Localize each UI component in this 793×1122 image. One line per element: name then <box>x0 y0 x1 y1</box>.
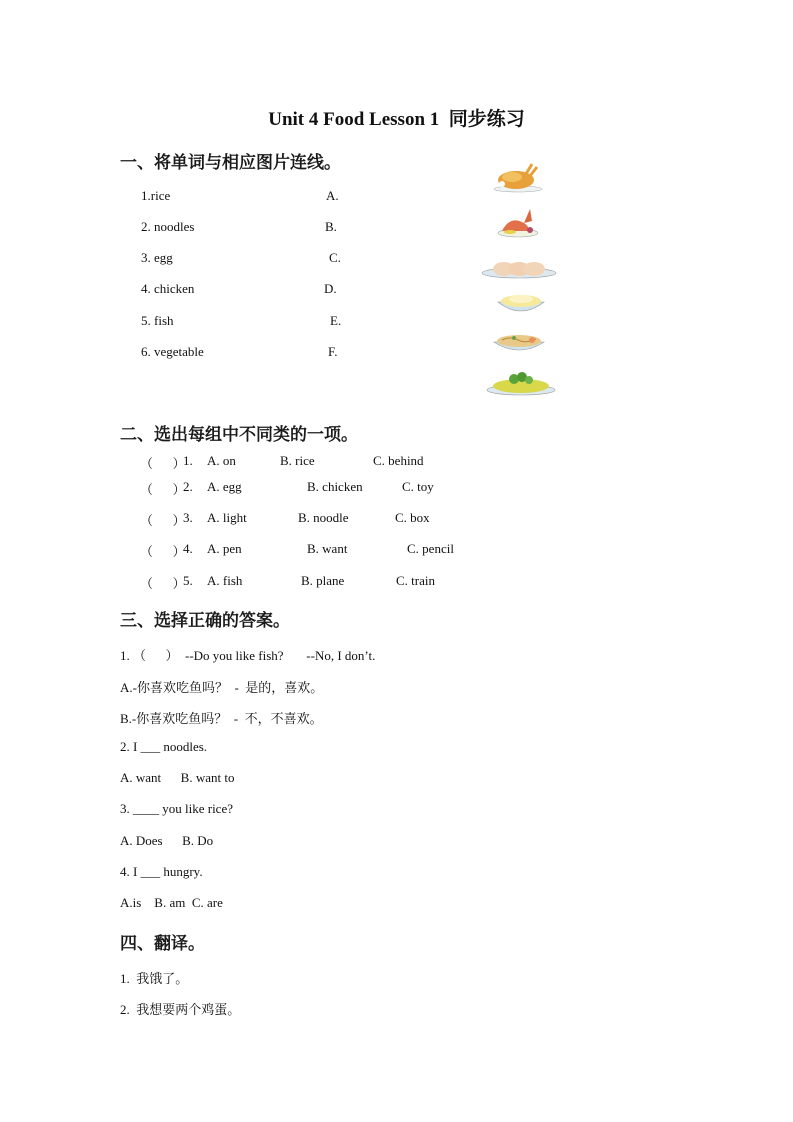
section1-heading: 一、将单词与相应图片连线。 <box>120 153 341 173</box>
question-line: 3. ____ you like rice? <box>120 801 233 816</box>
page-title: Unit 4 Food Lesson 1 同步练习 <box>268 109 525 130</box>
translation-item: 1. 我饿了。 <box>120 971 189 986</box>
section4-heading: 四、翻译。 <box>120 934 205 954</box>
match-word: 2. noodles <box>141 219 195 234</box>
answer-blank: （ ） <box>140 482 186 497</box>
eggs-plate-image <box>480 258 558 280</box>
option-a: A. on <box>207 453 236 468</box>
question-line: 2. I ___ noodles. <box>120 739 208 754</box>
option-a: A. pen <box>207 541 242 556</box>
question-number: 5. <box>183 573 193 588</box>
rice-bowl-image <box>494 290 548 316</box>
answer-option: B.-你喜欢吃鱼吗？ - 不，不喜欢。 <box>120 711 323 726</box>
question-line: 1. （ ） --Do you like fish? --No, I don’t. <box>120 648 376 663</box>
option-b: B. plane <box>301 573 345 588</box>
match-letter: B. <box>325 219 337 234</box>
match-word: 6. vegetable <box>141 344 204 359</box>
answer-blank: （ ） <box>140 456 186 471</box>
answer-blank: （ ） <box>140 544 186 559</box>
question-number: 3. <box>183 510 193 525</box>
answer-blank: （ ） <box>140 576 186 591</box>
option-a: A. egg <box>207 479 242 494</box>
option-c: C. box <box>395 510 430 525</box>
match-word: 4. chicken <box>141 281 195 296</box>
noodles-bowl-image <box>490 328 548 354</box>
match-word: 1.rice <box>141 188 171 203</box>
option-b: B. rice <box>280 453 315 468</box>
option-c: C. pencil <box>407 541 454 556</box>
option-b: B. noodle <box>298 510 349 525</box>
answer-blank: （ ） <box>140 513 186 528</box>
translation-item: 2. 我想要两个鸡蛋。 <box>120 1002 241 1017</box>
option-c: C. toy <box>402 479 434 494</box>
option-a: A. light <box>207 510 247 525</box>
answer-option: A.-你喜欢吃鱼吗？ - 是的，喜欢。 <box>120 680 324 695</box>
section3-heading: 三、选择正确的答案。 <box>120 611 290 631</box>
match-letter: D. <box>324 281 337 296</box>
option-c: C. train <box>396 573 435 588</box>
question-number: 4. <box>183 541 193 556</box>
match-letter: F. <box>328 344 338 359</box>
option-c: C. behind <box>373 453 424 468</box>
match-word: 5. fish <box>141 313 174 328</box>
match-word: 3. egg <box>141 250 173 265</box>
answer-option: A. Does B. Do <box>120 833 214 848</box>
section2-heading: 二、选出每组中不同类的一项。 <box>120 425 358 445</box>
question-line: 4. I ___ hungry. <box>120 864 203 879</box>
answer-option: A. want B. want to <box>120 770 235 785</box>
match-letter: C. <box>329 250 341 265</box>
option-b: B. chicken <box>307 479 363 494</box>
option-a: A. fish <box>207 573 243 588</box>
question-number: 2. <box>183 479 193 494</box>
question-number: 1. <box>183 453 193 468</box>
answer-option: A.is B. am C. are <box>120 895 223 910</box>
vegetable-plate-image <box>484 368 558 398</box>
match-letter: A. <box>326 188 339 203</box>
fish-dish-image <box>494 203 542 239</box>
roast-chicken-image <box>490 162 546 194</box>
option-b: B. want <box>307 541 348 556</box>
match-letter: E. <box>330 313 342 328</box>
